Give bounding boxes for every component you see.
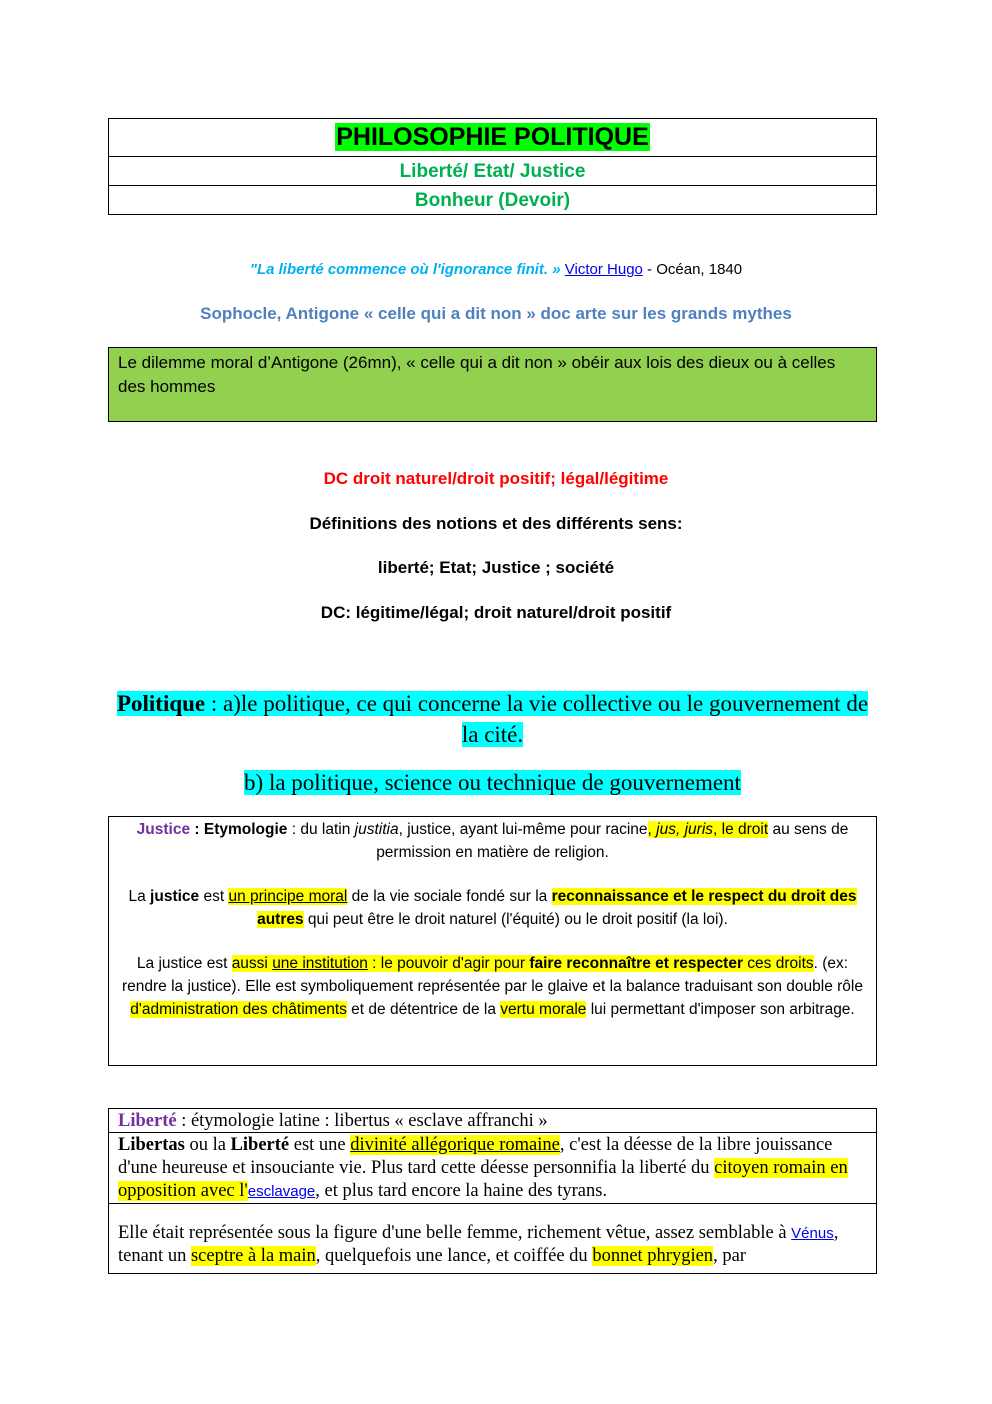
justice-box — [108, 816, 877, 1066]
liberte-etymology-row: Liberté : étymologie latine : libertus « esclave affranchi » — [109, 1109, 876, 1133]
title-table — [108, 118, 877, 215]
document-title: PHILOSOPHIE POLITIQUE — [336, 123, 649, 151]
justice-institution: La justice est aussi une institution : le pouvoir d'agir pour faire reconnaître et respecter ces droits. (ex: rendre la justice). Elle est symboliquement représentée par le glaive et la balance traduisant son double rôle d'administration des châtiments et de détentrice de la vertu morale lui permettant d'imposer son arbitrage. — [122, 955, 863, 1018]
politique-b-text: b) la politique, science ou technique de gouvernement — [244, 770, 741, 795]
esclavage-link[interactable]: esclavage — [247, 1183, 316, 1200]
subtitle-row-2: Bonheur (Devoir) — [414, 190, 571, 211]
subtitle-row-1: Liberté/ Etat/ Justice — [109, 157, 876, 186]
definitions-heading: Définitions des notions et des différents sens: — [309, 514, 683, 533]
sophocle-line: Sophocle, Antigone « celle qui a dit non » doc arte sur les grands mythes — [200, 304, 792, 323]
libertas-row: Libertas ou la Liberté est une divinité allégorique romaine, c'est la déesse de la libre jouissance d'une heureuse et insouciante vie. Plus tard cette déesse personnifia la liberté du citoyen romain en opposition avec l'esclavage, et plus tard encore la haine des tyrans. — [109, 1133, 876, 1204]
liberte-table — [108, 1108, 877, 1274]
venus-link[interactable]: Vénus — [791, 1225, 834, 1242]
politique-a-text: : a)le politique, ce qui concerne la vie collective ou le gouvernement de la cité. — [205, 691, 869, 747]
hugo-quote — [0, 261, 992, 278]
politique-term: Politique — [116, 691, 206, 716]
notions-list: liberté; Etat; Justice ; société — [377, 558, 615, 577]
dc-line-1: DC droit naturel/droit positif; légal/légitime — [323, 469, 669, 488]
politique-definition-b — [108, 767, 877, 798]
antigone-box: Le dilemme moral d’Antigone (26mn), « celle qui a dit non » obéir aux lois des dieux ou à celles des hommes — [108, 347, 877, 422]
justice-principle: La justice est un principe moral de la vie sociale fondé sur la reconnaissance et le respect du droit des autres qui peut être le droit naturel (l'équité) ou le droit positif (la loi). — [128, 888, 857, 928]
justice-etymology: Justice : Etymologie : du latin justitia, justice, ayant lui-même pour racine, jus, juris, le droit au sens de permission en matière de religion. — [136, 821, 849, 861]
victor-hugo-link[interactable]: Victor Hugo — [564, 261, 643, 278]
quote-text: "La liberté commence où l'ignorance finit. » — [249, 261, 561, 278]
politique-definition-a — [108, 688, 877, 750]
representation-row: Elle était représentée sous la figure d'une belle femme, richement vêtue, assez semblable à Vénus, tenant un sceptre à la main, quelquefois une lance, et coiffée du bonnet phrygien, par — [118, 1223, 839, 1266]
document-title-row — [109, 119, 876, 157]
dc-line-2: DC: légitime/légal; droit naturel/droit positif — [320, 603, 672, 622]
quote-source: - Océan, 1840 — [642, 261, 743, 278]
